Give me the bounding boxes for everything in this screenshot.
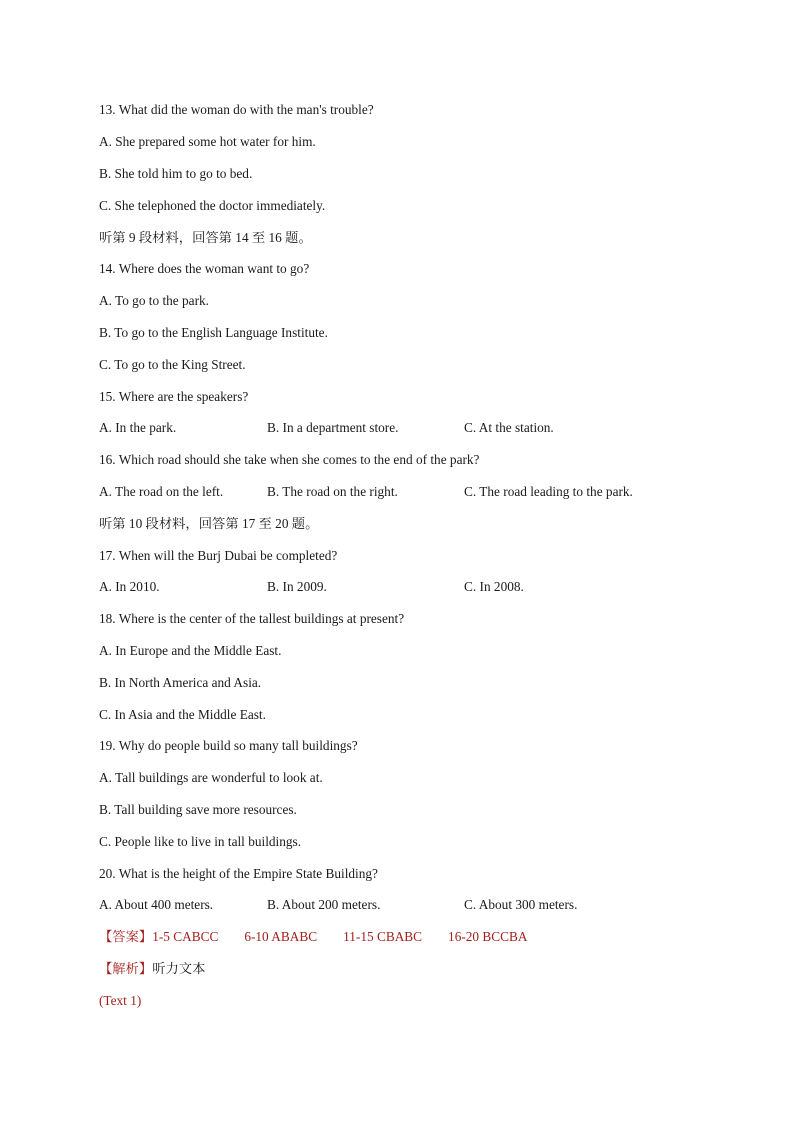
question-20-options [99, 895, 699, 915]
question-13: 13. What did the woman do with the man's trouble? [99, 102, 374, 117]
question-15-options [99, 418, 699, 438]
question-15-option-b: B. In a department store. [267, 420, 399, 435]
question-16-option-b: B. The road on the right. [267, 484, 398, 499]
question-18: 18. Where is the center of the tallest buildings at present? [99, 611, 405, 626]
answer-group-11-15: 11-15 CBABC [343, 929, 423, 944]
answer-group-1-5: 1-5 CABCC [152, 929, 219, 944]
question-13-option-b: B. She told him to go to bed. [99, 166, 253, 181]
question-18-option-b: B. In North America and Asia. [99, 675, 262, 690]
question-16-option-a: A. The road on the left. [99, 484, 224, 499]
analysis-tag: 【解析】 [99, 961, 153, 976]
question-20: 20. What is the height of the Empire State Building? [99, 866, 378, 881]
section-heading-9: 听第 9 段材料，回答第 14 至 16 题。 [99, 230, 312, 245]
question-13-option-a: A. She prepared some hot water for him. [99, 134, 316, 149]
question-15: 15. Where are the speakers? [99, 389, 249, 404]
question-14-option-c: C. To go to the King Street. [99, 357, 246, 372]
answer-group-16-20: 16-20 BCCBA [448, 929, 528, 944]
question-17: 17. When will the Burj Dubai be completed? [99, 548, 338, 563]
answer-key [99, 927, 553, 947]
question-17-option-b: B. In 2009. [267, 579, 327, 594]
question-17-options [99, 577, 699, 597]
question-19: 19. Why do people build so many tall buildings? [99, 738, 358, 753]
question-19-option-b: B. Tall building save more resources. [99, 802, 297, 817]
question-20-option-b: B. About 200 meters. [267, 897, 381, 912]
question-16-options [99, 482, 699, 502]
question-20-option-a: A. About 400 meters. [99, 897, 214, 912]
question-14-option-a: A. To go to the park. [99, 293, 209, 308]
question-20-option-c: C. About 300 meters. [464, 897, 578, 912]
answer-tag: 【答案】 [99, 929, 153, 944]
question-18-option-c: C. In Asia and the Middle East. [99, 707, 266, 722]
analysis-text: 听力文本 [152, 961, 206, 976]
question-19-option-a: A. Tall buildings are wonderful to look at. [99, 770, 323, 785]
question-16-option-c: C. The road leading to the park. [464, 484, 633, 499]
text-1-label: (Text 1) [99, 993, 142, 1008]
answer-group-6-10: 6-10 ABABC [244, 929, 318, 944]
question-14: 14. Where does the woman want to go? [99, 261, 310, 276]
question-15-option-c: C. At the station. [464, 420, 554, 435]
question-15-option-a: A. In the park. [99, 420, 177, 435]
question-14-option-b: B. To go to the English Language Institute. [99, 325, 328, 340]
question-19-option-c: C. People like to live in tall buildings. [99, 834, 302, 849]
question-17-option-c: C. In 2008. [464, 579, 524, 594]
section-heading-10: 听第 10 段材料，回答第 17 至 20 题。 [99, 516, 319, 531]
question-13-option-c: C. She telephoned the doctor immediately. [99, 198, 326, 213]
question-16: 16. Which road should she take when she comes to the end of the park? [99, 452, 480, 467]
question-17-option-a: A. In 2010. [99, 579, 160, 594]
question-18-option-a: A. In Europe and the Middle East. [99, 643, 282, 658]
analysis-line [99, 959, 205, 979]
